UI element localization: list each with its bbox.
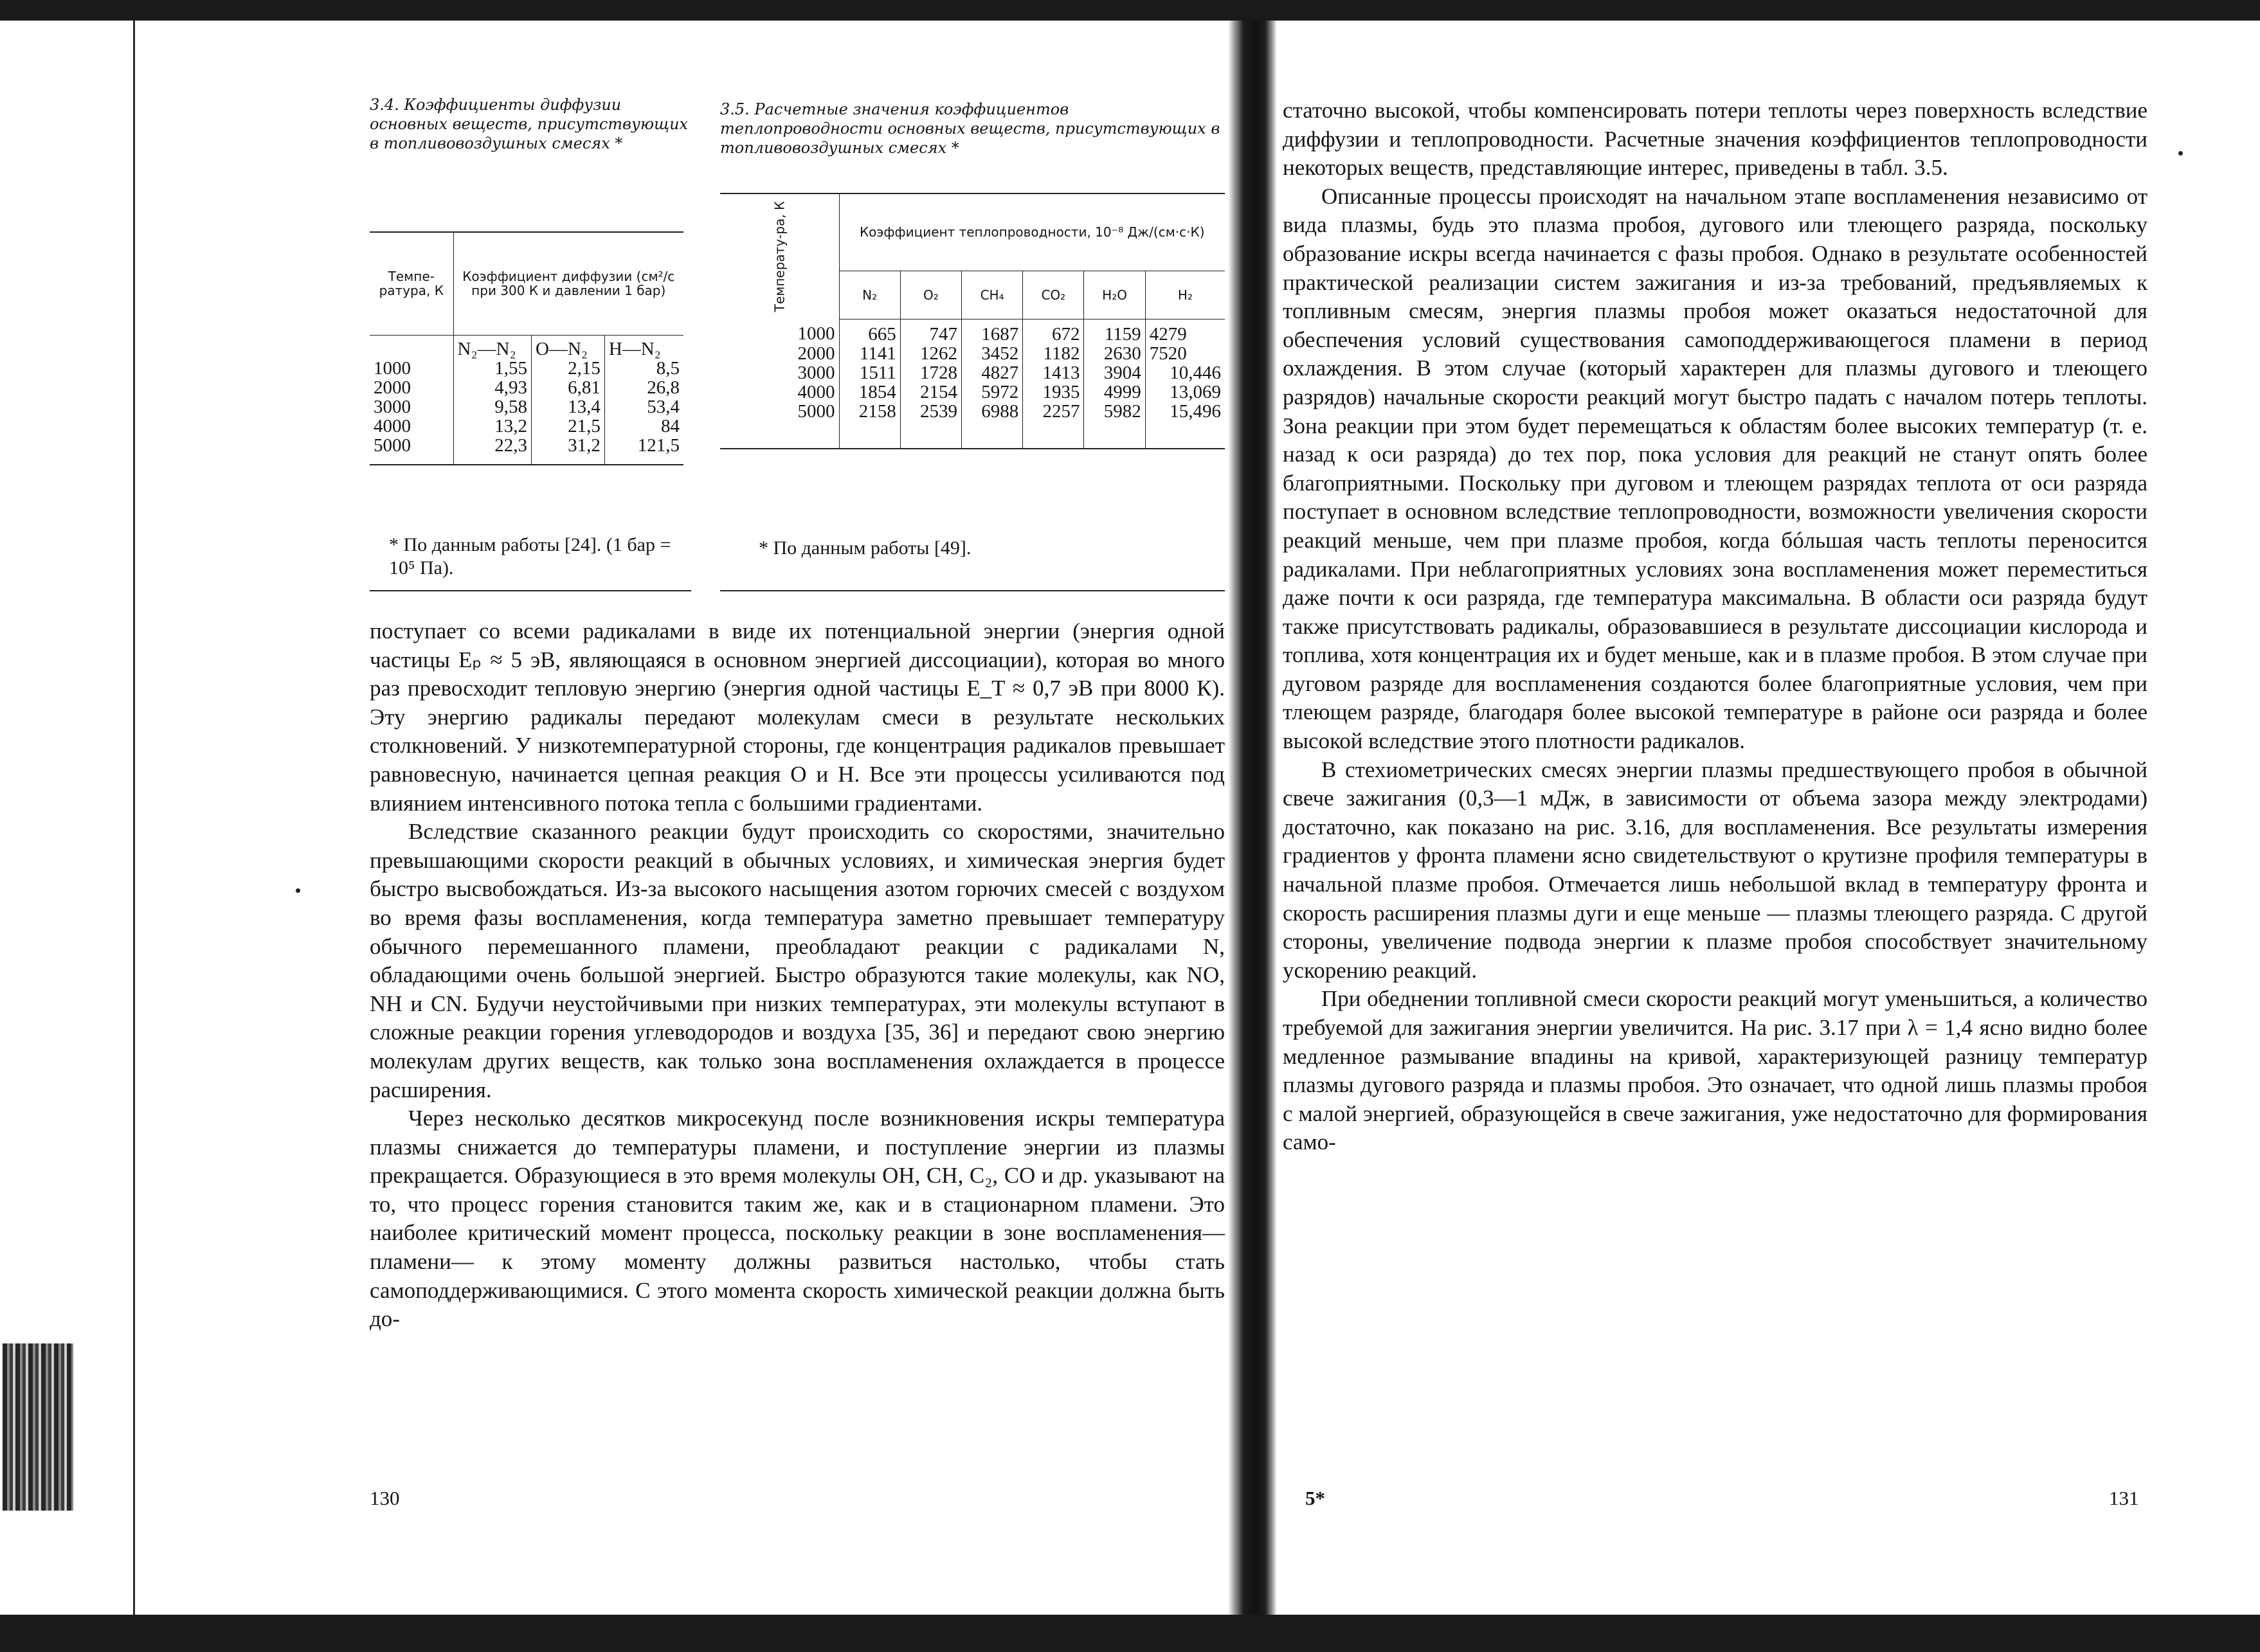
table-cell: 4000	[374, 415, 411, 436]
table-cell: 6,81	[532, 378, 605, 397]
table-cell: 2000	[374, 377, 411, 398]
table-cell: 15,496	[1145, 402, 1225, 449]
table-cell: 747	[900, 319, 961, 344]
table-cell: 1854	[839, 382, 900, 402]
right-body-text	[1283, 96, 2147, 1157]
table-cell: 1511	[839, 363, 900, 382]
scan-bottom-border	[0, 1615, 2260, 1652]
table-cell: 9,58	[453, 397, 532, 417]
table-3-5	[720, 193, 1225, 449]
table-cell: 22,3	[453, 436, 532, 465]
table-cell: 1159	[1084, 319, 1145, 344]
book-spine-shadow	[1228, 21, 1277, 1615]
paragraph: Через несколько десятков микросекунд после возникновения искры температура плазмы снижается до температуры пламени, и поступление энергии из плазмы прекращается. Образующиеся в это время молекулы OH, CH, C₂, CO и др. указывают на то, что процесс горения становится таким же, как и в стационарном пламени. Это наиболее критический момент процесса, поскольку реакции в зоне воспламенения—пламени— к этому моменту должны развиться настолько, чтобы стать самоподдерживающимися. С этого момента скорость химической реакции должна быть до-	[370, 1106, 1225, 1332]
table-cell: 2154	[900, 382, 961, 402]
temperature-column-header	[720, 193, 839, 319]
table-row	[720, 319, 1225, 344]
page-number: 131	[2109, 1487, 2139, 1509]
species-header: O₂	[900, 271, 961, 319]
table-row	[370, 436, 683, 465]
paragraph: поступает со всеми радикалами в виде их потенциальной энергии (энергия одной частицы Eₚ ≈ 5 эВ, являющаяся в основном энергией диссоциации), которая во много раз превосходит тепловую энергию (энергия одной частицы E_T ≈ 0,7 эВ при 8000 К). Эту энергию радикалы передают молекулам смеси в результате нескольких столкновений. У низкотемпературной стороны, где концентрация радикалов превышает равновесную, начинается цепная реакция О и Н. Все эти процессы усиливаются под влиянием интенсивного потока тепла с большими градиентами.	[370, 618, 1225, 816]
table-row	[720, 344, 1225, 363]
table-3-5-caption: 3.5. Расчетные значения коэффициентов теплопроводности основных веществ, присутствующих в топливовоздушных смесях *	[720, 100, 1220, 157]
table-cell: 53,4	[604, 397, 683, 417]
pair-header: H—N₂	[604, 335, 683, 359]
table-cell: 4999	[1084, 382, 1145, 402]
table-cell: 5000	[797, 400, 835, 422]
table-cell: 2,15	[532, 359, 605, 378]
table-cell: 4827	[961, 363, 1022, 382]
table-cell: 1935	[1023, 382, 1084, 402]
table-cell: 2158	[839, 402, 900, 449]
table-cell: 2630	[1084, 344, 1145, 363]
table-cell: 5982	[1084, 402, 1145, 449]
table-row	[720, 382, 1225, 402]
paragraph: При обеднении топливной смеси скорости реакций могут уменьшиться, а количество требуемой для зажигания энергии увеличится. На рис. 3.17 при λ = 1,4 ясно видно более медленное размывание впадины на кривой, характеризующей разницу температур плазмы дугового разряда и плазмы пробоя. Это означает, что одной лишь плазмы пробоя с малой энергией, образующейся в свече зажигания, уже недостаточно для формирования само-	[1283, 986, 2147, 1155]
table-cell: 1141	[839, 344, 900, 363]
table-cell: 13,2	[453, 417, 532, 436]
table-cell: 1687	[961, 319, 1022, 344]
table-cell: 26,8	[604, 378, 683, 397]
table-cell: 3904	[1084, 363, 1145, 382]
table-cell: 3000	[797, 362, 835, 383]
table-cell: 665	[839, 319, 900, 344]
scan-speck	[2178, 151, 2183, 156]
table-row	[720, 363, 1225, 382]
table-cell: 10,446	[1145, 363, 1225, 382]
table-cell: 3000	[374, 396, 411, 417]
temperature-column-label: Температу-ра, К	[772, 201, 788, 312]
table-cell: 13,4	[532, 397, 605, 417]
diffusion-column-header: Коэффициент диффузии (см²/с при 300 К и давлении 1 бар)	[453, 232, 683, 335]
table-3-4-caption: 3.4. Коэффициенты диффузии основных веществ, присутствующих в топливовоздушных смесях *	[370, 96, 689, 152]
table-row	[370, 378, 683, 397]
scan-top-border	[0, 0, 2260, 21]
table-cell: 7520	[1145, 344, 1225, 363]
page-number: 130	[370, 1487, 400, 1509]
table-row	[370, 359, 683, 378]
paragraph: Описанные процессы происходят на начальном этапе воспламенения независимо от вида плазмы, будь это плазма пробоя, дугового или тлеющего разряда, поскольку образование искры всегда начинается с фазы пробоя. Однако в результате особенностей практической реализации систем зажигания и из-за требований, предъявляемых к топливным смесям, энергия плазмы пробоя может оказаться недостаточной для обеспечения условий существования самоподдерживающегося пламени в период охлаждения. В этом случае (который характерен для плазмы дугового и тлеющего разрядов) начальные скорости реакций могут быстро падать с началом потерь теплоты. Зона реакции при этом будет перемещаться к областям более высоких температур (т. е. назад к оси разряда) до тех пор, пока условия для реакций не станут опять более благоприятными. Поскольку при дуговом и тлеющем разрядах теплота от оси разряда поступает в основном вследствие теплопроводности, возможности увеличения скорости реакций меньше, чем при плазме пробоя, когда бóльшая часть теплоты переносится радикалами. При неблагоприятных условиях зона воспламенения может переместиться даже почти к оси разряда, где температура максимальна. В области оси разряда будут также присутствовать радикалы, образовавшиеся в результате диссоциации кислорода и топлива, хотя концентрация их и будет меньше, как и в плазме пробоя. В этом случае при дуговом разряде для воспламенения создаются более благоприятные условия, чем при тлеющем разряде, благодаря более высокой температуре в районе оси разряда и более высокой вследствие этого плотности радикалов.	[1283, 183, 2147, 754]
table-cell: 31,2	[532, 436, 605, 465]
table-cell: 4279	[1145, 319, 1225, 344]
table-cell: 1262	[900, 344, 961, 363]
left-body-text	[370, 617, 1225, 1334]
pair-header-row	[370, 335, 683, 359]
table-cell: 13,069	[1145, 382, 1225, 402]
scan-edge-artifact	[3, 1343, 73, 1511]
table-cell: 4,93	[453, 378, 532, 397]
temperature-column-header: Темпе-ратура, К	[370, 232, 453, 335]
table-row	[720, 402, 1225, 449]
table-cell: 8,5	[604, 359, 683, 378]
species-header: H₂	[1145, 271, 1225, 319]
table-cell: 1413	[1023, 363, 1084, 382]
table-cell: 121,5	[604, 436, 683, 465]
species-header: CO₂	[1023, 271, 1084, 319]
table-cell: 1000	[797, 323, 835, 344]
table-cell: 1000	[374, 357, 411, 379]
table-header-row	[370, 232, 683, 335]
table-header-row	[720, 193, 1225, 271]
table-cell: 1182	[1023, 344, 1084, 363]
table-3-4	[370, 231, 683, 465]
species-header: N₂	[839, 271, 900, 319]
conductivity-column-header: Коэффициент теплопроводности, 10⁻⁸ Дж/(см·с·К)	[839, 193, 1225, 271]
species-header: CH₄	[961, 271, 1022, 319]
table-cell: 2539	[900, 402, 961, 449]
pair-header: N₂—N₂	[453, 335, 532, 359]
table-cell: 672	[1023, 319, 1084, 344]
pair-header: O—N₂	[532, 335, 605, 359]
paragraph: статочно высокой, чтобы компенсировать потери теплоты через поверхность вследствие диффузии и теплопроводности. Расчетные значения коэффициентов теплопроводности некоторых веществ, представляющие интерес, приведены в табл. 3.5.	[1283, 98, 2147, 181]
table-cell: 1728	[900, 363, 961, 382]
table-cell: 6988	[961, 402, 1022, 449]
species-header: H₂O	[1084, 271, 1145, 319]
table-3-5-footnote: * По данным работы [49].	[759, 537, 972, 559]
table-row	[370, 397, 683, 417]
table-cell: 5972	[961, 382, 1022, 402]
paragraph: В стехиометрических смесях энергии плазмы предшествующего пробоя в обычной свече зажигания (0,3—1 мДж, в зависимости от объема зазора между электродами) достаточно, как показано на рис. 3.16, для воспламенения. Все результаты измерения градиентов у фронта пламени ясно свидетельствуют о крутизне профиля температуры в начальной плазме пробоя. Отмечается лишь небольшой вклад в температуру фронта и скорость расширения плазмы дуги и еще меньше — плазмы тлеющего разряда. С другой стороны, увеличение подвода энергии к плазме пробоя способствует значительному ускорению реакций.	[1283, 757, 2147, 983]
table-cell: 5000	[374, 435, 411, 456]
table-cell: 4000	[797, 381, 835, 402]
paragraph: Вследствие сказанного реакции будут происходить со скоростями, значительно превышающими скорости реакций в обычных условиях, и химическая энергия будет быстро высвобождаться. Из-за высокого насыщения азотом горючих смесей с воздухом во время фазы воспламенения, когда температура заметно превышает температуру обычного перемешанного пламени, преобладают реакции с радикалами N, обладающими очень большой энергией. Быстро образуются такие молекулы, как NO, NH и CN. Будучи неустойчивыми при низких температурах, эти молекулы вступают в сложные реакции горения углеводородов и воздуха [35, 36] и передают свою энергию молекулам других веществ, как только зона воспламенения охлаждается в процессе расширения.	[370, 819, 1225, 1102]
table-cell: 84	[604, 417, 683, 436]
table-rule	[370, 590, 691, 591]
table-cell: 3452	[961, 344, 1022, 363]
table-cell: 1,55	[453, 359, 532, 378]
table-rule	[720, 590, 1225, 591]
table-cell: 2000	[797, 343, 835, 364]
table-3-4-footnote: * По данным работы [24]. (1 бар = 10⁵ Па).	[389, 534, 671, 579]
table-cell: 21,5	[532, 417, 605, 436]
table-cell: 2257	[1023, 402, 1084, 449]
signature-mark: 5*	[1305, 1487, 1325, 1509]
table-row	[370, 417, 683, 436]
scan-speck	[296, 888, 300, 893]
